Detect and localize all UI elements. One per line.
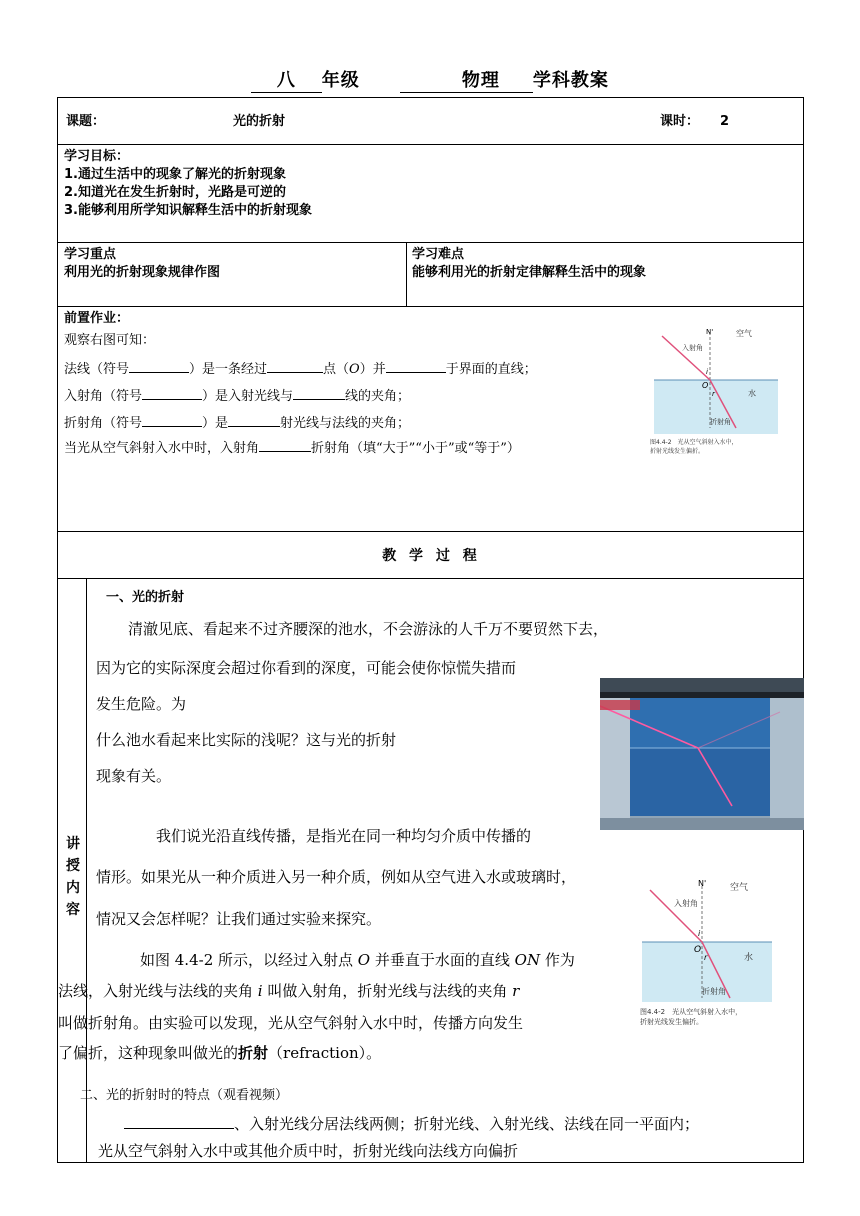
angle-i: i bbox=[706, 368, 708, 376]
section-2-heading: 二、光的折射时的特点（观看视频） bbox=[80, 1088, 289, 1103]
para-line-2: 因为它的实际深度会超过你看到的深度，可能会使你惊慌失措而 bbox=[96, 659, 517, 677]
section-2-line-2: 光从空气斜射入水中或其他介质中时，折射光线向法线方向偏折 bbox=[98, 1142, 519, 1160]
water-label-2: 水 bbox=[744, 953, 754, 963]
para-line-1: 清澈见底、看起来不过齐腰深的池水，不会游泳的人千万不要贸然下去， bbox=[128, 620, 609, 638]
topic: 光的折射 bbox=[233, 114, 286, 129]
document-title bbox=[0, 66, 860, 93]
para-line-11: 叫做折射角。由实验可以发现，光从空气斜射入水中时，传播方向发生 bbox=[58, 1014, 524, 1032]
grade: 八 bbox=[251, 66, 322, 93]
objective-3: 3.能够利用所学知识解释生活中的折射现象 bbox=[64, 203, 312, 218]
para-line-10: 法线，入射光线与法线的夹角 i 叫做入射角，折射光线与法线的夹角 r bbox=[58, 982, 520, 1000]
normal-label: N' bbox=[706, 328, 714, 336]
refraction-experiment-photo bbox=[600, 678, 804, 830]
normal-label-2: N' bbox=[698, 879, 707, 888]
point-o-2: O bbox=[694, 945, 702, 955]
para-line-9: 如图 4.4-2 所示，以经过入射点 O 并垂直于水面的直线 ON 作为 bbox=[140, 951, 575, 969]
air-label-2: 空气 bbox=[730, 883, 749, 893]
section-2-line-1: 、入射光线分居法线两侧；折射光线、入射光线、法线在同一平面内； bbox=[124, 1114, 699, 1133]
incident-angle-label: 入射角 bbox=[682, 344, 703, 352]
para-line-7: 情形。如果光从一种介质进入另一种介质，例如从空气进入水或玻璃时， bbox=[96, 868, 577, 886]
objective-2: 2.知道光在发生折射时，光路是可逆的 bbox=[64, 185, 286, 200]
pre-work-line-3: 折射角（符号 ）是 射光线与法线的夹角； bbox=[64, 411, 410, 437]
para-line-8: 情况又会怎样呢？让我们通过实验来探究。 bbox=[96, 910, 382, 928]
refracted-angle-label: 折射角 bbox=[710, 418, 731, 426]
pre-work-line-2: 入射角（符号 ）是入射光线与 线的夹角； bbox=[64, 384, 410, 410]
subject: 物理 bbox=[400, 66, 533, 93]
pre-work-intro: 观察右图可知： bbox=[64, 333, 156, 348]
para-line-6: 我们说光沿直线传播，是指光在同一种均匀介质中传播的 bbox=[156, 827, 532, 845]
para-line-12: 了偏折，这种现象叫做光的折射（refraction）。 bbox=[58, 1044, 382, 1062]
para-line-4: 什么池水看起来比实际的浅呢？这与光的折射 bbox=[96, 731, 397, 749]
para-line-5: 现象有关。 bbox=[96, 767, 172, 785]
refracted-angle-label-2: 折射角 bbox=[702, 987, 726, 996]
key-point-label: 学习重点 bbox=[64, 247, 117, 262]
angle-r-2: r bbox=[704, 953, 708, 962]
caption-line-2: 折射光线发生偏折。 bbox=[650, 448, 705, 455]
refraction-diagram bbox=[648, 324, 788, 468]
pre-work-line-1: 法线（符号 ）是一条经过 点（O）并 于界面的直线； bbox=[64, 357, 537, 383]
refraction-diagram-2 bbox=[636, 874, 786, 1034]
caption-2-line-1: 图4.4-2 光从空气斜射入水中， bbox=[640, 1008, 743, 1016]
caption-2-line-2: 折射光线发生偏折。 bbox=[640, 1018, 703, 1026]
period-label: 课时： bbox=[660, 114, 700, 129]
objectives-label: 学习目标： bbox=[64, 149, 130, 164]
air-label: 空气 bbox=[736, 329, 752, 338]
para-line-3: 发生危险。为 bbox=[96, 695, 187, 713]
subject-suffix: 学科教案 bbox=[532, 70, 609, 91]
pre-work-line-4: 当光从空气斜射入水中时，入射角 折射角（填“大于”“小于”或“等于”） bbox=[64, 436, 520, 462]
topic-label: 课题： bbox=[66, 114, 106, 129]
water-label: 水 bbox=[748, 389, 756, 398]
incident-angle-label-2: 入射角 bbox=[674, 899, 698, 908]
difficulty-text: 能够利用光的折射定律解释生活中的现象 bbox=[412, 265, 647, 280]
section-1-heading: 一、光的折射 bbox=[106, 590, 185, 605]
objective-1: 1.通过生活中的现象了解光的折射现象 bbox=[64, 167, 286, 182]
angle-r: r bbox=[712, 390, 715, 398]
key-point-text: 利用光的折射现象规律作图 bbox=[64, 265, 221, 280]
pre-work-label: 前置作业： bbox=[64, 311, 130, 326]
period: 2 bbox=[720, 114, 730, 129]
angle-i-2: i bbox=[698, 929, 701, 938]
process-title: 教 学 过 程 bbox=[382, 548, 481, 564]
difficulty-label: 学习难点 bbox=[412, 247, 465, 262]
grade-suffix: 年级 bbox=[321, 70, 360, 91]
lesson-plan-table bbox=[57, 97, 804, 1163]
caption-line-1: 图4.4-2 光从空气斜射入水中， bbox=[650, 439, 738, 446]
point-o: O bbox=[702, 381, 709, 390]
side-label: 讲授内容 bbox=[66, 836, 80, 918]
